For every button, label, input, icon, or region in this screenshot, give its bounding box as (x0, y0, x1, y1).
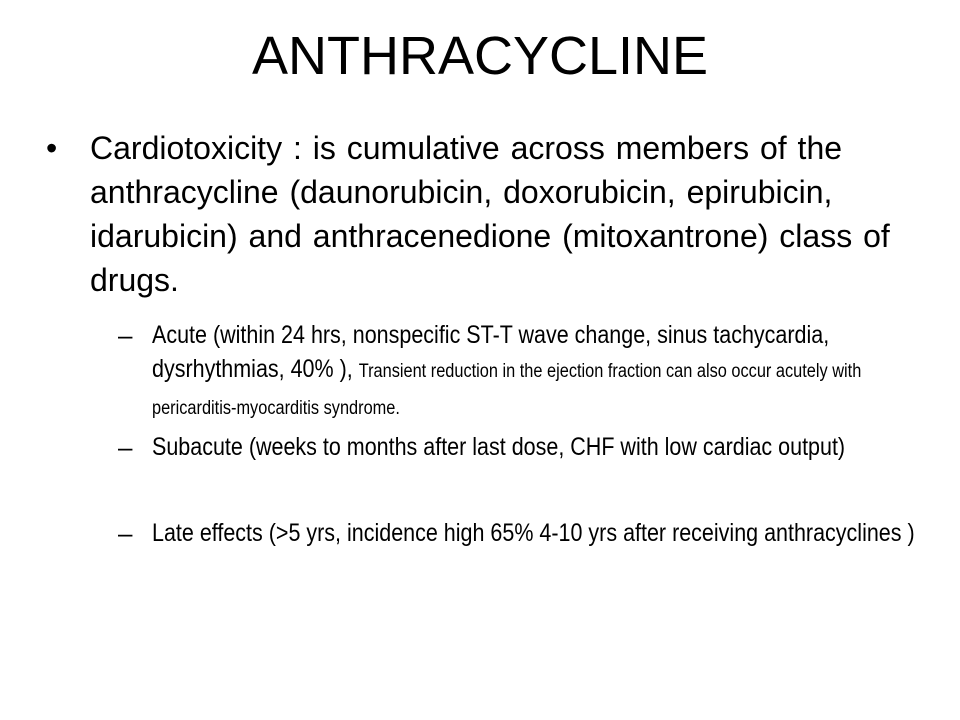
sub-bullet-subacute (118, 430, 918, 464)
sub-bullet-text: Late effects (>5 yrs, incidence high 65% 4-10 yrs after receiving anthracyclines ) (152, 519, 915, 547)
sub-bullet-dash: – (118, 320, 133, 350)
sub-bullet-text (152, 318, 926, 426)
sub-bullet-late-effects (118, 516, 918, 550)
sub-bullet-dash: – (118, 518, 133, 548)
sub-bullet-acute (118, 318, 918, 426)
main-bullet (46, 126, 906, 302)
sub-bullet-main-text: Acute (within 24 hrs, nonspecific ST-T wave change, sinus tachycardia, dysrhythmias, 40% ), (152, 321, 830, 383)
bullet-marker: • (46, 130, 58, 166)
slide-title: ANTHRACYCLINE (251, 26, 709, 86)
sub-bullet-text: Subacute (weeks to months after last dose, CHF with low cardiac output) (152, 433, 846, 461)
sub-bullet-dash: – (118, 432, 133, 462)
sub-bullet-small-text: Transient reduction in the ejection fraction can also occur acutely with pericarditis-myocarditis syndrome. (152, 361, 862, 419)
main-bullet-text: Cardiotoxicity : is cumulative across members of the anthracycline (daunorubicin, doxorubicin, epirubicin, idarubicin) and anthracenedione (mitoxantrone) class of drugs. (90, 130, 890, 298)
